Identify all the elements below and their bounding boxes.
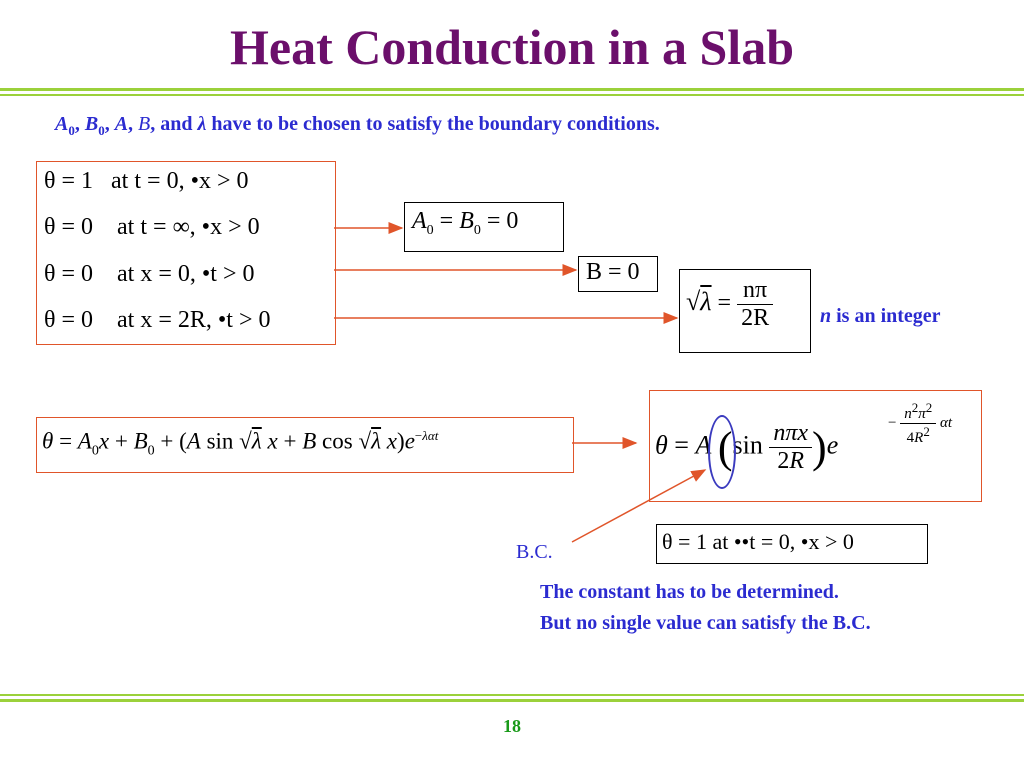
final-exponent: − $\frac{n^2\pi^2}{4R^2}$ αt <box>888 400 953 446</box>
result-a0-b0: $A_0 = B_0 = 0$ <box>412 208 519 238</box>
condition-3: θ = 0 at x = 0, •t > 0 <box>44 261 255 287</box>
condition-2: θ = 0 at t = ∞, •x > 0 <box>44 214 260 240</box>
bottom-rule <box>0 699 1024 702</box>
lambda-equation: √λ = $\frac{n\pi}{2R}$ <box>686 277 773 332</box>
final-solution: θ = A (sin $\frac{\text{nπx}}{2R}$ )e <box>655 420 839 474</box>
bc-condition: θ = 1 at ••t = 0, •x > 0 <box>662 529 854 554</box>
condition-4: θ = 0 at x = 2R, •t > 0 <box>44 307 271 333</box>
condition-1: θ = 1 at t = 0, •x > 0 <box>44 168 249 194</box>
note-line-1: The constant has to be determined. <box>540 581 839 603</box>
arrow-bc-to-constant <box>572 470 705 542</box>
bc-label: B.C. <box>516 541 553 563</box>
subtitle: $A_0$, $B_0$, A, B, and λ have to be chosen to satisfy the boundary conditions. <box>55 113 660 138</box>
integer-note: n is an integer <box>820 305 941 327</box>
subtitle-text: have to be chosen to satisfy the boundary conditions. <box>206 113 660 135</box>
lambda-fraction: $\frac{n\pi}{2R}$ <box>737 277 773 332</box>
page-number: 18 <box>503 716 521 736</box>
note-line-2: But no single value can satisfy the B.C. <box>540 612 871 634</box>
bottom-rule-thin <box>0 694 1024 696</box>
general-solution: $\theta = A_0x + B_0 + (A$ sin √λ x + B cos √λ $x)e^{-\lambda\alpha t}$ <box>42 428 439 459</box>
result-b: B = 0 <box>586 259 640 285</box>
slide-title: Heat Conduction in a Slab <box>229 19 794 75</box>
